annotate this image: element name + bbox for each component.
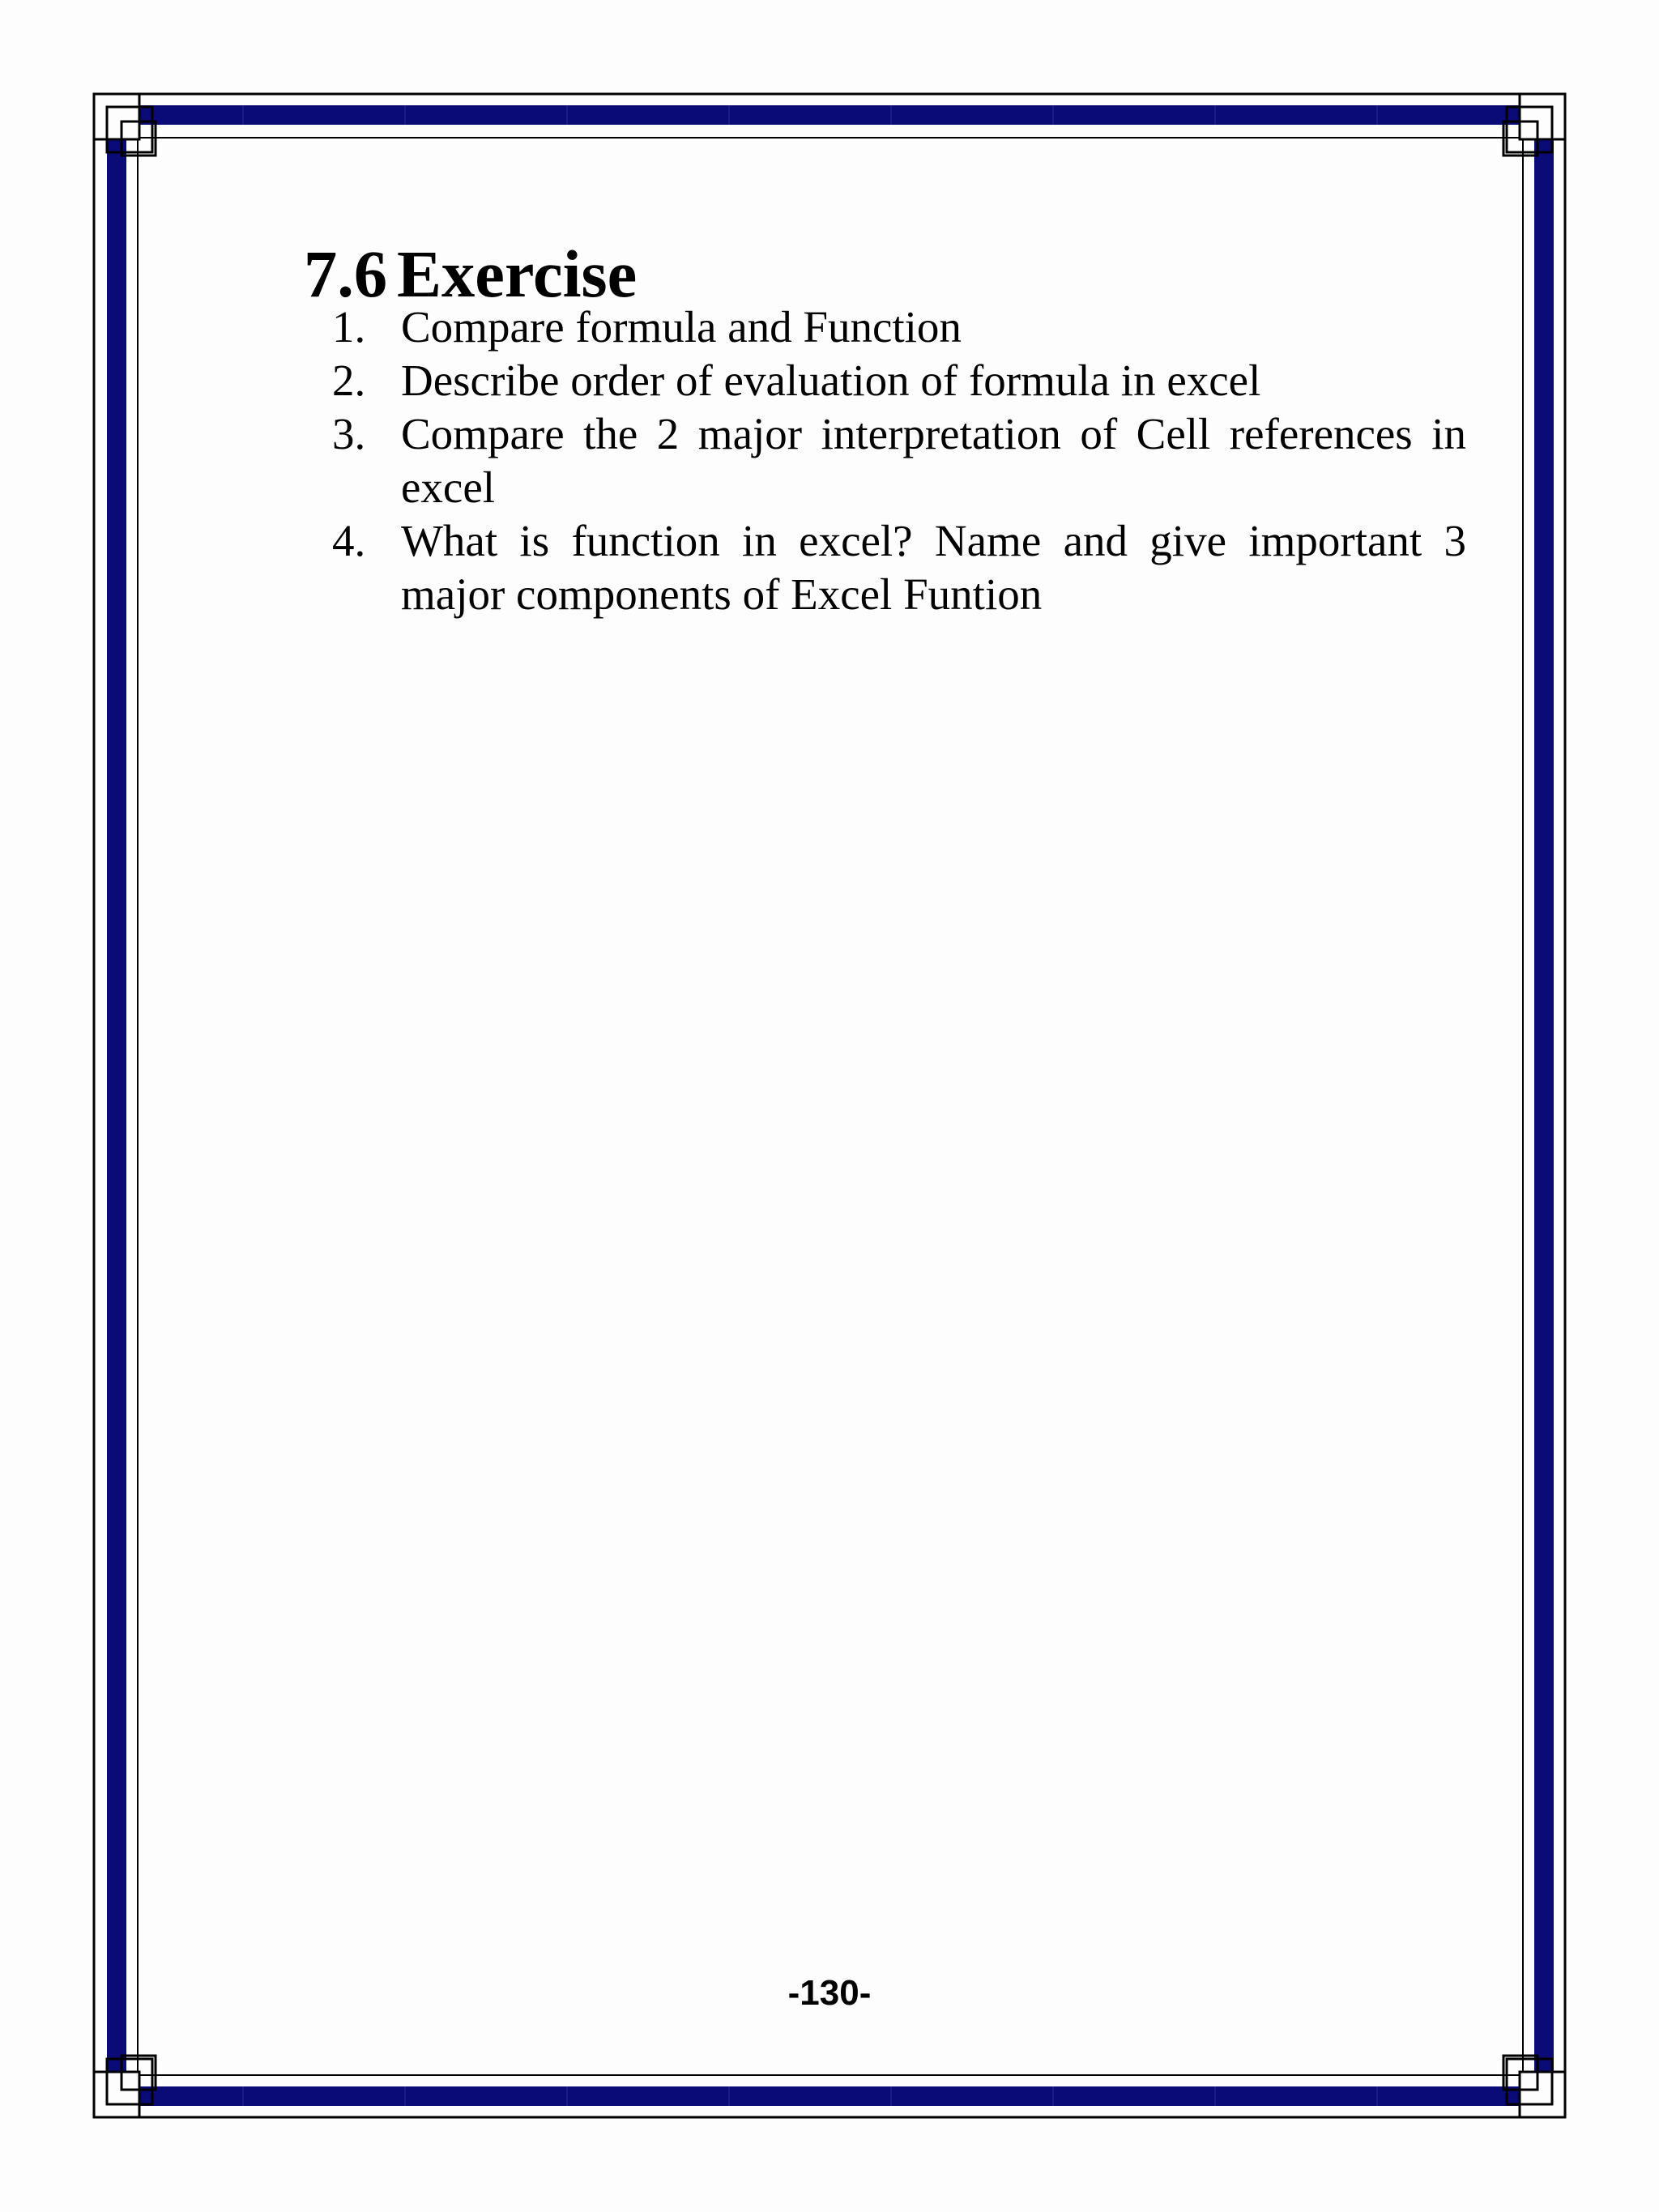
item-text: Describe order of evaluation of formula in excel (401, 356, 1261, 405)
item-number: 3. (332, 409, 366, 458)
item-text: What is function in excel? Name and give important 3 major components of Excel Funtion (401, 516, 1466, 619)
item-number: 1. (332, 302, 366, 352)
item-number: 4. (332, 516, 366, 565)
list-item (304, 407, 1466, 514)
page-content (304, 237, 1466, 621)
item-text: Compare formula and Function (401, 302, 962, 352)
list-item (304, 354, 1466, 407)
list-item (304, 300, 1466, 354)
item-text: Compare the 2 major interpretation of Cell references in excel (401, 409, 1466, 512)
list-item (304, 514, 1466, 621)
section-number: 7.6 (304, 237, 388, 311)
section-title: Exercise (397, 237, 638, 311)
section-heading (304, 237, 1466, 311)
item-number: 2. (332, 356, 366, 405)
page-number: -130- (787, 1973, 872, 2013)
exercise-list (304, 300, 1466, 621)
